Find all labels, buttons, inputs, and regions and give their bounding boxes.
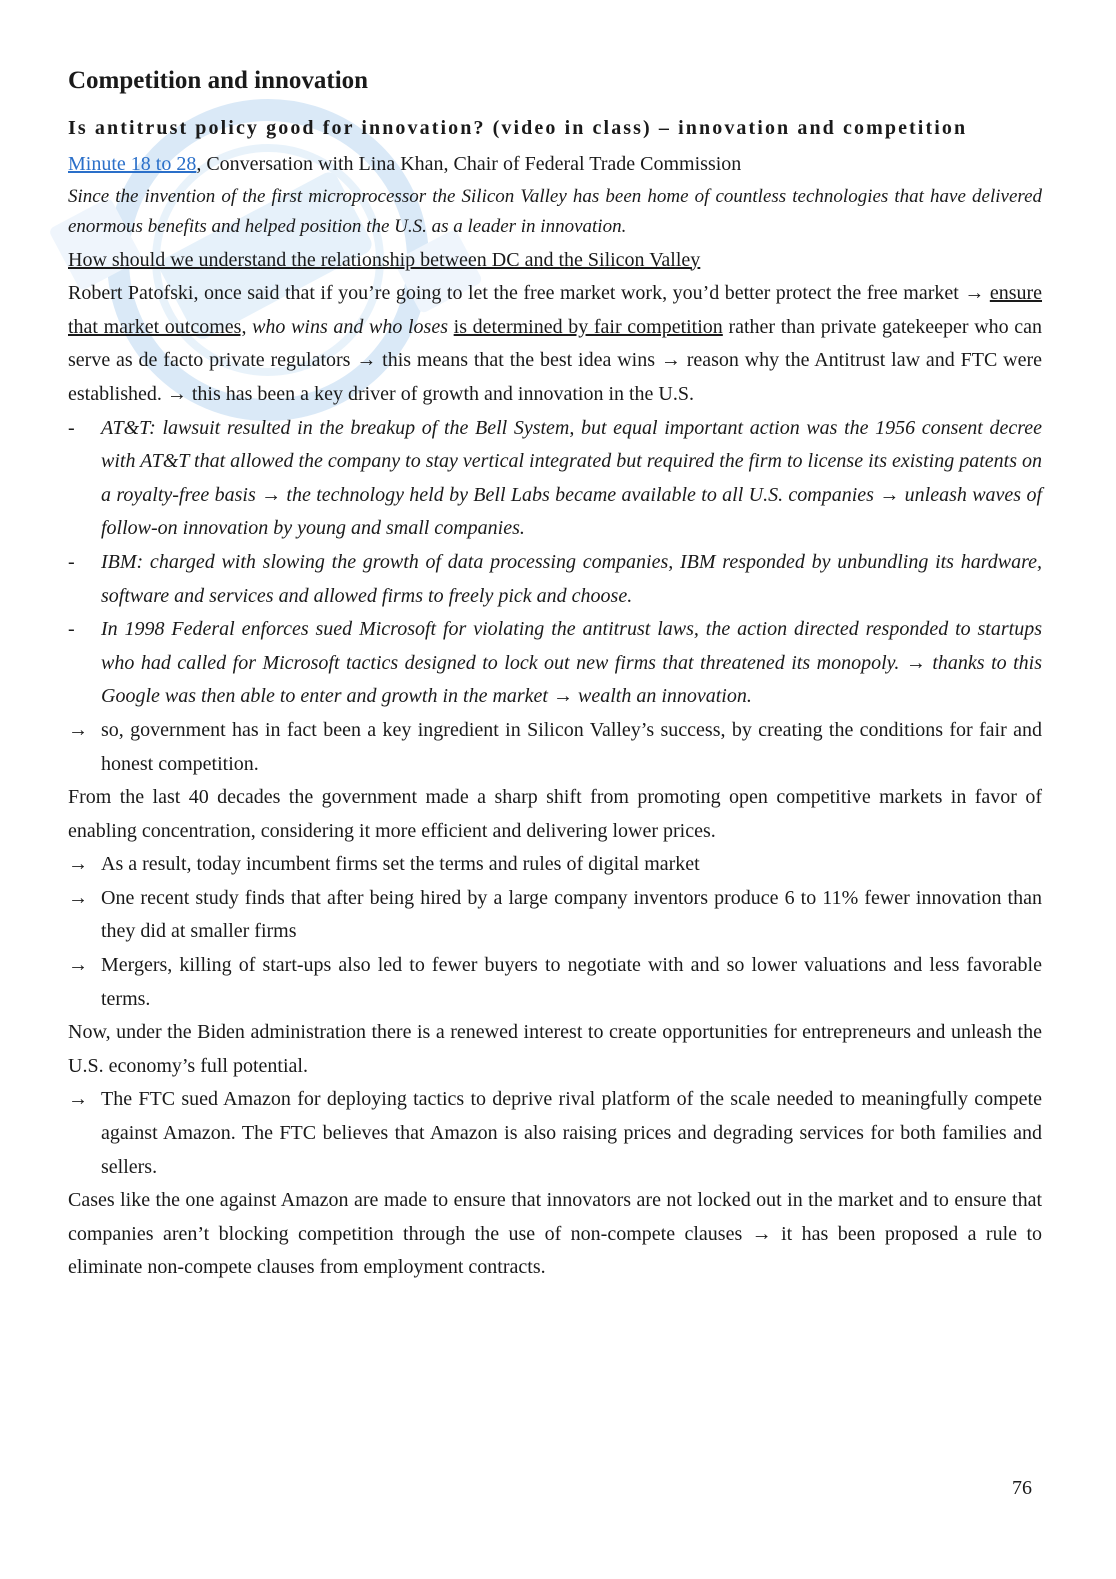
page-number: 76 xyxy=(1012,1477,1032,1499)
paragraph-amazon: Cases like the one against Amazon are made to ensure that innovators are not locked out in the market and to ensure that companies aren’t blocking competition through the use of non-compete clauses → it has been proposed a rule to eliminate non-compete clauses from employment contracts. xyxy=(68,1189,1042,1279)
arrow-icon: → xyxy=(68,1088,88,1111)
question-line xyxy=(68,244,1042,278)
dash-marker: - xyxy=(68,416,75,439)
list-item: → The FTC sued Amazon for deploying tactics to deprive rival platform of the scale needed to meaningfully compete against Amazon. The FTC believes that Amazon is also raising prices and degrading services for both families and sellers. xyxy=(68,1083,1042,1184)
dash-marker: - xyxy=(68,618,75,641)
arrow-icon: → xyxy=(751,1222,772,1245)
list-item: → Mergers, killing of start-ups also led to fewer buyers to negotiate with and so lower valuations and less favorable terms. xyxy=(68,949,1042,1016)
list-item: → As a result, today incumbent firms set the terms and rules of digital market xyxy=(68,848,1042,882)
list-item-att: - AT&T: lawsuit resulted in the breakup of the Bell System, but equal important action was the 1956 consent decree with AT&T that allowed the company to stay vertical integrated but required the firm to license its existing patents on a royalty-free basis → the technology held by Bell Labs became available to all U.S. companies → unleash waves of follow-on innovation by young and small companies. xyxy=(68,412,1042,546)
arrow-icon: → xyxy=(261,483,282,506)
arrow-icon: → xyxy=(166,382,187,405)
arrow-icon: → xyxy=(964,282,985,305)
section-subheading: Is antitrust policy good for innovation? (video in class) – innovation and competition xyxy=(68,117,968,139)
quote-text: Since the invention of the first microprocessor the Silicon Valley has been home of countless technologies that have delivered enormous benefits and helped position the U.S. as a leader in innovation. xyxy=(68,185,1042,237)
paragraph-biden: Now, under the Biden administration there is a renewed interest to create opportunities for entrepreneurs and unleash the U.S. economy’s full potential. xyxy=(68,1021,1042,1077)
arrow-icon: → xyxy=(68,954,88,977)
intro-text: , Conversation with Lina Khan, Chair of Federal Trade Commission xyxy=(196,153,742,175)
arrow-icon: → xyxy=(552,685,573,708)
arrow-icon: → xyxy=(879,483,900,506)
list-item-conclusion: → so, government has in fact been a key ingredient in Silicon Valley’s success, by creating the conditions for fair and honest competition. xyxy=(68,714,1042,781)
list-item-ibm: - IBM: charged with slowing the growth of data processing companies, IBM responded by unbundling its hardware, software and services and allowed firms to freely pick and choose. xyxy=(68,546,1042,613)
arrow-icon: → xyxy=(356,349,377,372)
paragraph-patofski: Robert Patofski, once said that if you’re going to let the free market work, you’d better protect the free market → ensure that market outcomes, who wins and who loses is determined by fair competition rather than private gatekeeper who can serve as de facto private regulators → this means that the best idea wins → reason why the Antitrust law and FTC were established. → this has been a key driver of growth and innovation in the U.S. xyxy=(68,282,1043,405)
question-text: How should we understand the relationship between DC and the Silicon Valley xyxy=(68,248,701,271)
intro-line xyxy=(68,148,1042,182)
page-content xyxy=(68,62,1042,1285)
arrow-icon: → xyxy=(68,886,88,909)
arrow-icon: → xyxy=(660,349,681,372)
section-heading: Competition and innovation xyxy=(68,67,369,94)
list-item: → One recent study finds that after being hired by a large company inventors produce 6 to 11% fewer innovation than they did at smaller firms xyxy=(68,882,1042,949)
dash-marker: - xyxy=(68,550,75,573)
list-item-microsoft: - In 1998 Federal enforces sued Microsoft for violating the antitrust laws, the action directed responded to startups who had called for Microsoft tactics designed to lock out new firms that threatened its monopoly. → thanks to this Google was then able to enter and growth in the market → wealth an innovation. xyxy=(68,613,1042,714)
paragraph-shift: From the last 40 decades the government made a sharp shift from promoting open competitive markets in favor of enabling concentration, considering it more efficient and delivering lower prices. xyxy=(68,786,1042,842)
arrow-icon: → xyxy=(68,853,88,876)
arrow-icon: → xyxy=(905,651,926,674)
video-link[interactable]: Minute 18 to 28 xyxy=(68,153,197,175)
arrow-icon: → xyxy=(68,718,88,741)
